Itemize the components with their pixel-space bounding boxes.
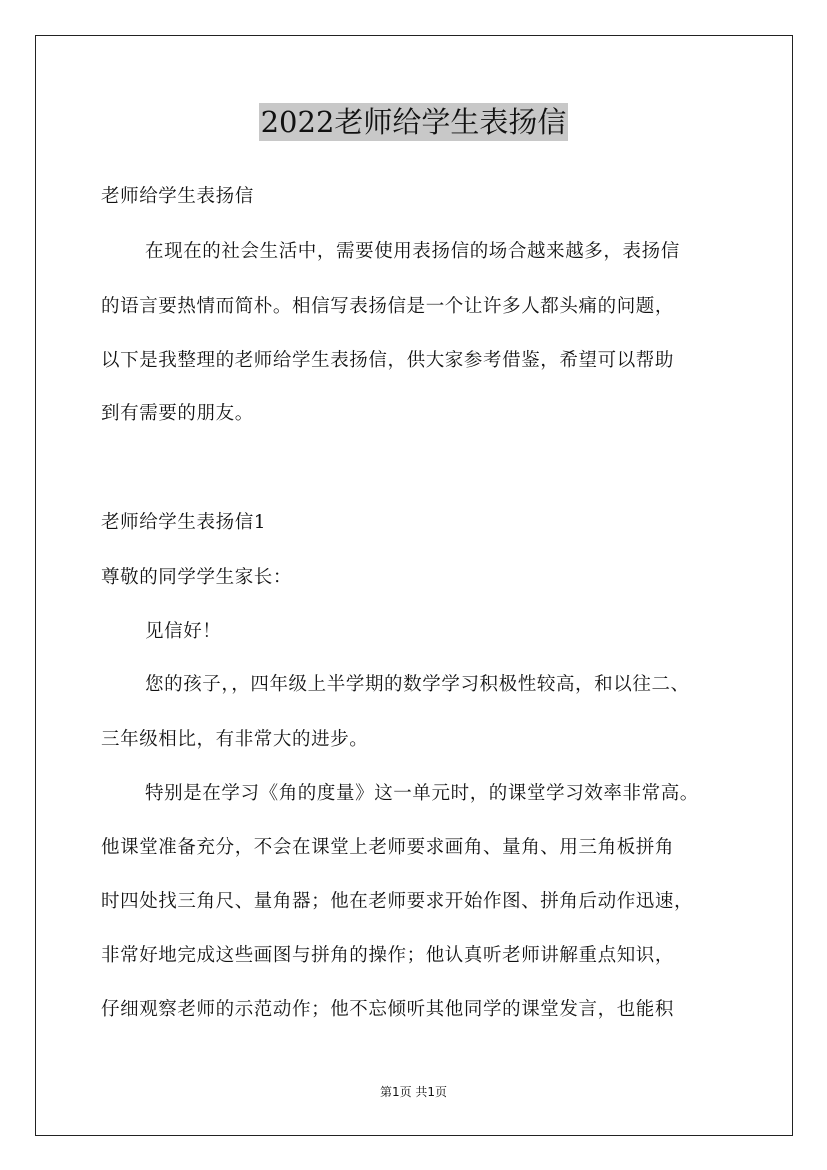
section-heading: 老师给学生表扬信1 xyxy=(101,512,267,533)
paragraph-line: 特别是在学习《角的度量》这一单元时，的课堂学习效率非常高。 xyxy=(145,783,699,804)
paragraph-line: 仔细观察老师的示范动作；他不忘倾听其他同学的课堂发言，也能积 xyxy=(101,999,675,1020)
document-title: 2022老师给学生表扬信 xyxy=(260,105,567,139)
greeting: 见信好！ xyxy=(145,621,222,642)
salutation: 尊敬的同学学生家长： xyxy=(101,567,293,588)
paragraph-line: 在现在的社会生活中，需要使用表扬信的场合越来越多，表扬信 xyxy=(145,241,680,262)
page-footer: 第1页 共1页 xyxy=(379,1085,448,1099)
paragraph-line: 时四处找三角尺、量角器；他在老师要求开始作图、拼角后动作迅速， xyxy=(101,891,694,912)
paragraph-line: 非常好地完成这些画图与拼角的操作；他认真听老师讲解重点知识， xyxy=(101,945,675,966)
paragraph-line: 以下是我整理的老师给学生表扬信，供大家参考借鉴，希望可以帮助 xyxy=(101,350,675,371)
paragraph-line: 到有需要的朋友。 xyxy=(101,403,254,424)
paragraph-line: 您的孩子，，四年级上半学期的数学学习积极性较高，和以往二、 xyxy=(145,674,690,695)
paragraph-line: 的语言要热情而简朴。相信写表扬信是一个让许多人都头痛的问题， xyxy=(101,296,675,317)
subtitle-line: 老师给学生表扬信 xyxy=(101,186,254,207)
paragraph-line: 三年级相比，有非常大的进步。 xyxy=(101,729,369,750)
paragraph-line: 他课堂准备充分，不会在课堂上老师要求画角、量角、用三角板拼角 xyxy=(101,837,675,858)
document-title-wrap xyxy=(0,100,827,141)
